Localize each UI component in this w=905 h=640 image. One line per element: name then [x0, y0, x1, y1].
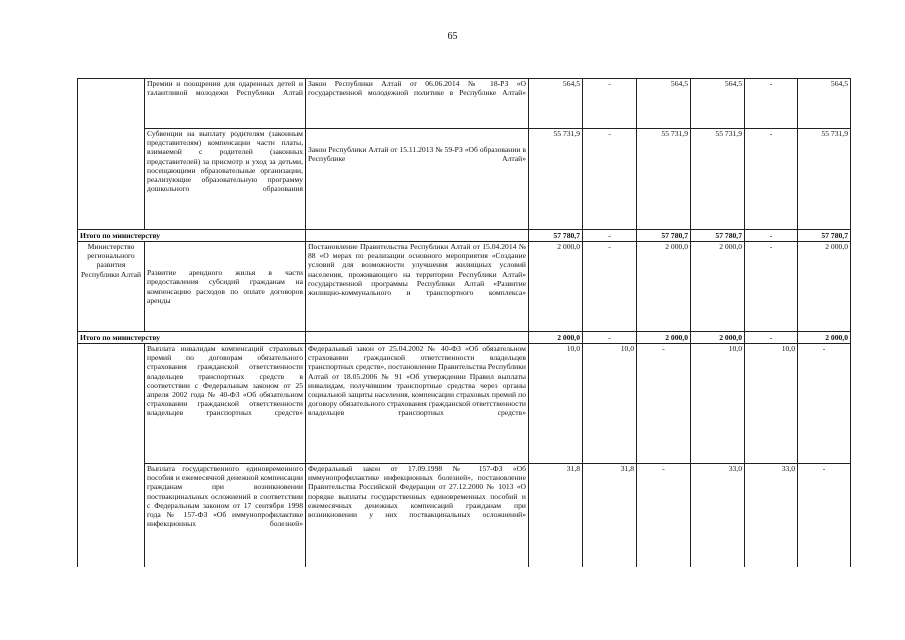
legal-basis-cell: Постановление Правительства Республики Алтай от 15.04.2014 № 88 «О мерах по реализации основного мероприятия «Создание условий для возможности улучшения жилищных условий населения, проживающего на территории Республики Алтай» государственной программы Республики Алтай «Развитие жилищно-коммунального и транспортного комплекса»	[306, 242, 529, 332]
total-label: Итого по министерству	[78, 332, 306, 344]
value-cell: 31,8	[529, 464, 583, 567]
value-cell: 55 731,9	[529, 129, 583, 230]
measure-name-cell: Премии и поощрения для одаренных детей и талантливой молодежи Республики Алтай	[145, 79, 306, 129]
ministry-cell	[78, 79, 145, 230]
table-row	[78, 242, 851, 332]
value-cell: 33,0	[691, 464, 745, 567]
value-cell: 564,5	[637, 79, 691, 129]
total-value-cell: -	[583, 332, 637, 344]
total-value-cell: -	[745, 230, 798, 242]
total-value-cell: 2 000,0	[529, 332, 583, 344]
value-cell: 10,0	[583, 344, 637, 464]
value-cell: 10,0	[745, 344, 798, 464]
page-number: 65	[447, 31, 458, 42]
value-cell: 2 000,0	[691, 242, 745, 332]
measure-name-cell: Субвенции на выплату родителям (законным представителям) компенсации части платы, взимаемой с родителей (законных представителей) за присмотр и уход за детьми, посещающими образовательные организации, реализующие образовательную программу дошкольного образования	[145, 129, 306, 230]
table-row	[78, 464, 851, 567]
ministry-cell	[78, 344, 145, 567]
value-cell: 10,0	[529, 344, 583, 464]
total-value-cell: -	[745, 332, 798, 344]
value-cell: 31,8	[583, 464, 637, 567]
legal-basis-cell: Закон Республики Алтай от 06.06.2014 № 18-РЗ «О государственной молодежной политике в Республике Алтай»	[306, 79, 529, 129]
value-cell: -	[637, 344, 691, 464]
total-value-cell: 57 780,7	[529, 230, 583, 242]
value-cell: -	[583, 79, 637, 129]
value-cell: 2 000,0	[798, 242, 851, 332]
total-value-cell: 57 780,7	[637, 230, 691, 242]
value-cell: 2 000,0	[529, 242, 583, 332]
total-value-cell: 57 780,7	[798, 230, 851, 242]
value-cell: -	[745, 129, 798, 230]
value-cell: 564,5	[798, 79, 851, 129]
value-cell: -	[745, 242, 798, 332]
legal-basis-cell: Федеральный закон от 17.09.1998 № 157-ФЗ «Об иммунопрофилактике инфекционных болезней», постановление Правительства Российской Федерации от 27.12.2000 № 1013 «О порядке выплаты государственных единовременных пособий и ежемесячных денежных компенсаций гражданам при возникновении у них поствакцинальных осложнений»	[306, 464, 529, 567]
total-value-cell: -	[583, 230, 637, 242]
total-empty-cell	[306, 230, 529, 242]
value-cell: 10,0	[691, 344, 745, 464]
legal-basis-cell: Федеральный закон от 25.04.2002 № 40-ФЗ «Об обязательном страховании гражданской ответственности владельцев транспортных средств», постановление Правительства Республики Алтай от 18.05.2006 № 91 «Об утверждении Правил выплаты инвалидам, получившим транспортные средства через органы социальной защиты населения, компенсации страховых премий по договору обязательного страхования гражданской ответственности владельцев транспортных средств»	[306, 344, 529, 464]
total-value-cell: 2 000,0	[691, 332, 745, 344]
value-cell: -	[637, 464, 691, 567]
total-value-cell: 57 780,7	[691, 230, 745, 242]
value-cell: -	[798, 464, 851, 567]
table-row	[78, 79, 851, 129]
total-value-cell: 2 000,0	[637, 332, 691, 344]
value-cell: -	[583, 129, 637, 230]
total-label: Итого по министерству	[78, 230, 306, 242]
table-row	[78, 129, 851, 230]
value-cell: 564,5	[691, 79, 745, 129]
total-empty-cell	[306, 332, 529, 344]
measure-name-cell: Выплата государственного единовременного пособия и ежемесячной денежной компенсации гражданам при возникновении поствакцинальных осложнений в соответствии с Федеральным законом от 17 сентября 1998 года № 157-ФЗ «Об иммунопрофилактике инфекционных болезней»	[145, 464, 306, 567]
budget-table	[77, 78, 851, 567]
value-cell: 33,0	[745, 464, 798, 567]
ministry-cell: Министерство регионального развития Республики Алтай	[78, 242, 145, 332]
value-cell: -	[583, 242, 637, 332]
table-row	[78, 344, 851, 464]
value-cell: 55 731,9	[798, 129, 851, 230]
legal-basis-cell: Закон Республики Алтай от 15.11.2013 № 59-РЗ «Об образовании в Республике Алтай»	[306, 129, 529, 230]
value-cell: -	[745, 79, 798, 129]
measure-name-cell: Развитие арендного жилья в части предоставления субсидий гражданам на компенсацию расходов по оплате договоров аренды	[145, 242, 306, 332]
value-cell: 55 731,9	[637, 129, 691, 230]
total-row	[78, 230, 851, 242]
value-cell: 2 000,0	[637, 242, 691, 332]
total-value-cell: 2 000,0	[798, 332, 851, 344]
value-cell: -	[798, 344, 851, 464]
value-cell: 55 731,9	[691, 129, 745, 230]
value-cell: 564,5	[529, 79, 583, 129]
total-row	[78, 332, 851, 344]
measure-name-cell: Выплата инвалидам компенсаций страховых премий по договорам обязательного страхования гражданской ответственности владельцев транспортных средств в соответствии с Федеральным законом от 25 апреля 2002 года № 40-ФЗ «Об обязательном страховании гражданской ответственности владельцев транспортных средств»	[145, 344, 306, 464]
